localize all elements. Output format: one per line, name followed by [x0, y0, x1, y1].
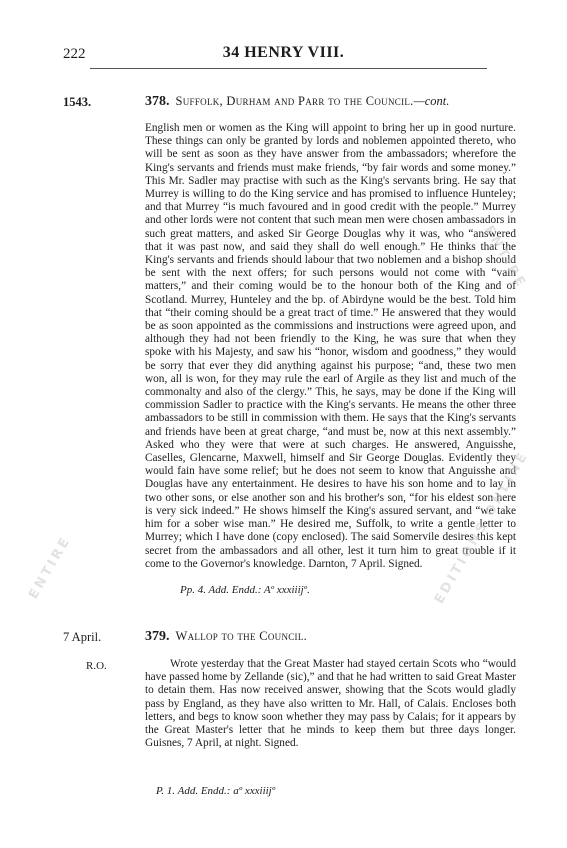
entry-379-heading — [145, 629, 307, 645]
watermark-entire-left: ENTIRE — [26, 533, 75, 602]
entry-379-body: Wrote yesterday that the Great Master had stayed certain Scots who “would have passed home by Zellande (sic),” and that he had written to said Great Master to detain them. Has now received answer, showing that the Scots would gladly pass by England, as they have also written to Mr. Hall, of Calais. Encloses both letters, and begs to know soon whether they may pass by Calais; for it appears by the Great Master's letter that he minds to keep them but three days longer. Guisnes, 7 April, at night. Signed. — [145, 658, 516, 750]
entry-378-body: English men or women as the King will appoint to bring her up in good nurture. These things can only be granted by lords and noblemen appointed thereto, who will be sent as soon as they have answer from the ambassadors; wherefore the King's servants and friends must make friends, “by fair words and some money.” This Mr. Sadler may practise with such as the King's servants bring. He say that Murrey is willing to do the King service and has promised to influence Hunteley; and that Murrey “is much favoured and in good credit with the people.” Murrey and other lords were not content that such mean men were chosen ambassadors in such great matters, and asked Sir George Douglas why it was, who “answered that it was past now, and said they shall do well enough.” He thinks that the King's servants and friends should labour that two noblemen and a bishop should be sent with the next offers; for such persons would not come with “vain matters,” and their coming would be to the honour both of the King and of Scotland. Murrey, Hunteley and the bp. of Abirdyne would be the best. Told him that “their coming should be a great tract of time.” He answered that they would be as soon appointed as the commissions and instructions were agreed upon, and although they had not been friendly to the King, he was sure that when they spoke with his Majesty, and saw his “honor, wisdom and goodness,” they would be sorry that ever they did anything against his purpose; “and, these two men won, all is won, for they may rule the earl of Argile as they list and much of the commonalty and also of the clergy.” This, he says, may be done if the King will commission Sadler to practice with the King's servants. He means the other three ambassadors to be still in commission with them. He says that the King's servants and friends have been at great charge, “and must be, now at this next assembly.” Asked who they were that were at such charges. He answered, Anguisshe, Caselles, Glencarne, Maxwell, himself and Sir George Douglas. Evidently they would fain have some relief; but he does not seem to know that Anguisshe and Douglas have any entertainment. He desires to have his son home and to lay in two other sons, or else another son and his brother's son, “for his eldest son here is very sick indeed.” He shows himself the King's assured servant, and “we take him for a sober wise man.” He desired me, Suffolk, to write a gentle letter to Murrey; which I have done (copy enclosed). The said Somervile desires this kept secret from the ambassadors and all other, lest it turn him to great trouble if it come to the Governor's knowledge. Darnton, 7 April. Signed. — [145, 122, 516, 570]
watermark-editions-online: EDITIONS ONLINE — [431, 448, 532, 607]
entry-379-title: Wallop to the Council. — [175, 629, 308, 643]
entry-379-note: P. 1. Add. Endd.: aº xxxiiijº — [156, 785, 276, 797]
watermark-entire-upper: ENTIRE — [481, 223, 530, 292]
entry-378-note: Pp. 4. Add. Endd.: Aº xxxiiijº. — [180, 584, 310, 596]
entry-378-heading — [145, 94, 449, 110]
entry-379-margin-date: 7 April. — [63, 630, 102, 644]
page-number: 222 — [63, 46, 86, 62]
entry-379-number: 379. — [145, 629, 170, 644]
entry-378-title: Suffolk, Durham and Parr to the Council. — [175, 94, 414, 108]
entry-379-margin-source: R.O. — [86, 660, 107, 672]
entry-378-cont: —cont. — [413, 94, 450, 108]
margin-year: 1543. — [63, 95, 92, 109]
entry-378-number: 378. — [145, 94, 170, 109]
header-rule — [90, 68, 487, 69]
running-title: 34 HENRY VIII. — [222, 44, 345, 61]
